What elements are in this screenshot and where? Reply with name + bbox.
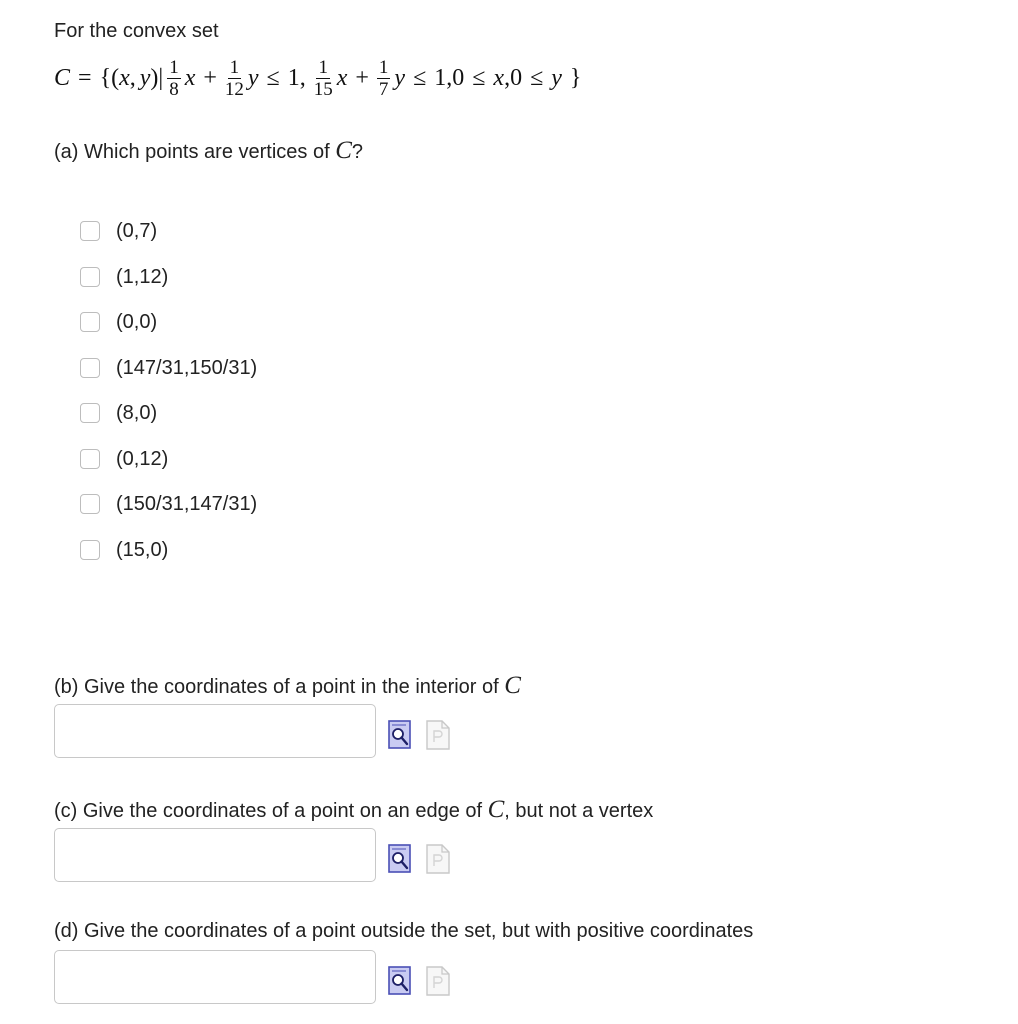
- one: 1: [434, 64, 447, 91]
- fraction-numerator: 1: [169, 56, 179, 78]
- syntax-help-icon[interactable]: [426, 844, 450, 874]
- var-y: y: [551, 64, 562, 91]
- option-label: (147/31,150/31): [116, 356, 258, 379]
- option-label: (8,0): [116, 401, 158, 424]
- separator: ,: [446, 64, 453, 91]
- option-label: (1,12): [116, 265, 169, 288]
- open-brace: {(: [99, 64, 120, 91]
- plus-sign: +: [203, 64, 217, 91]
- le-sign: ≤: [266, 64, 280, 91]
- separator: ,: [504, 64, 511, 91]
- fraction-denominator: 12: [224, 78, 244, 100]
- question-b: [54, 672, 521, 700]
- set-definition-formula: [54, 50, 581, 106]
- set-name: C: [54, 64, 71, 91]
- fraction-denominator: 8: [169, 78, 179, 100]
- le-sign: ≤: [530, 64, 544, 91]
- question-a-suffix: ?: [351, 141, 364, 163]
- zero: 0: [510, 64, 523, 91]
- option-label: (0,0): [116, 310, 158, 333]
- fraction-denominator: 7: [378, 78, 389, 100]
- separator: ,: [299, 64, 306, 91]
- le-sign: ≤: [472, 64, 486, 91]
- option-label: (0,7): [116, 219, 158, 242]
- checkbox[interactable]: [80, 221, 100, 241]
- vertex-option[interactable]: [80, 489, 257, 519]
- checkbox[interactable]: [80, 358, 100, 378]
- vertex-option[interactable]: [80, 307, 157, 337]
- question-a: [54, 137, 363, 165]
- checkbox[interactable]: [80, 403, 100, 423]
- vertex-option[interactable]: [80, 216, 157, 246]
- var-y: y: [139, 64, 151, 91]
- question-c-suffix: , but not a vertex: [504, 800, 654, 822]
- close-bar: )|: [150, 64, 164, 91]
- vertex-option[interactable]: [80, 262, 168, 292]
- set-variable: C: [335, 137, 352, 164]
- equals-sign: =: [78, 64, 92, 91]
- fraction-one-seventh: [377, 58, 391, 99]
- var-x: x: [119, 64, 130, 91]
- fraction-denominator: 15: [313, 78, 333, 100]
- checkbox[interactable]: [80, 494, 100, 514]
- question-d-text: (d) Give the coordinates of a point outside the set, but with positive coordinates: [54, 920, 754, 942]
- set-variable: C: [504, 672, 521, 699]
- var-y: y: [394, 64, 406, 91]
- syntax-help-icon[interactable]: [426, 720, 450, 750]
- fraction-one-fifteenth: [314, 58, 333, 99]
- close-brace: }: [569, 64, 582, 91]
- question-c: [54, 796, 653, 824]
- preview-icon[interactable]: [388, 844, 412, 874]
- var-x: x: [336, 64, 348, 91]
- comma: ,: [129, 64, 136, 91]
- vertex-option[interactable]: [80, 444, 168, 474]
- fraction-numerator: 1: [378, 56, 389, 78]
- problem-intro: For the convex set: [54, 20, 219, 42]
- question-b-text: (b) Give the coordinates of a point in the interior of: [54, 676, 505, 698]
- one: 1: [287, 64, 300, 91]
- fraction-one-twelfth: [225, 58, 244, 99]
- le-sign: ≤: [413, 64, 427, 91]
- var-x: x: [184, 64, 196, 91]
- checkbox[interactable]: [80, 449, 100, 469]
- option-label: (150/31,147/31): [116, 492, 258, 515]
- zero: 0: [452, 64, 465, 91]
- outside-point-input[interactable]: [54, 950, 376, 1004]
- preview-icon[interactable]: [388, 720, 412, 750]
- checkbox[interactable]: [80, 540, 100, 560]
- var-x: x: [493, 64, 505, 91]
- option-label: (15,0): [116, 538, 169, 561]
- vertex-option[interactable]: [80, 353, 257, 383]
- preview-icon[interactable]: [388, 966, 412, 996]
- edge-point-input[interactable]: [54, 828, 376, 882]
- option-label: (0,12): [116, 447, 169, 470]
- plus-sign: +: [355, 64, 369, 91]
- vertex-option[interactable]: [80, 398, 157, 428]
- checkbox[interactable]: [80, 312, 100, 332]
- var-y: y: [247, 64, 259, 91]
- vertex-option[interactable]: [80, 535, 168, 565]
- syntax-help-icon[interactable]: [426, 966, 450, 996]
- question-d: [54, 920, 753, 943]
- checkbox[interactable]: [80, 267, 100, 287]
- interior-point-input[interactable]: [54, 704, 376, 758]
- fraction-one-eighth: [167, 58, 181, 99]
- fraction-numerator: 1: [318, 56, 328, 78]
- question-a-text: (a) Which points are vertices of: [54, 141, 336, 163]
- set-variable: C: [487, 796, 505, 823]
- fraction-numerator: 1: [229, 56, 240, 78]
- question-c-text: (c) Give the coordinates of a point on an edge of: [54, 800, 488, 822]
